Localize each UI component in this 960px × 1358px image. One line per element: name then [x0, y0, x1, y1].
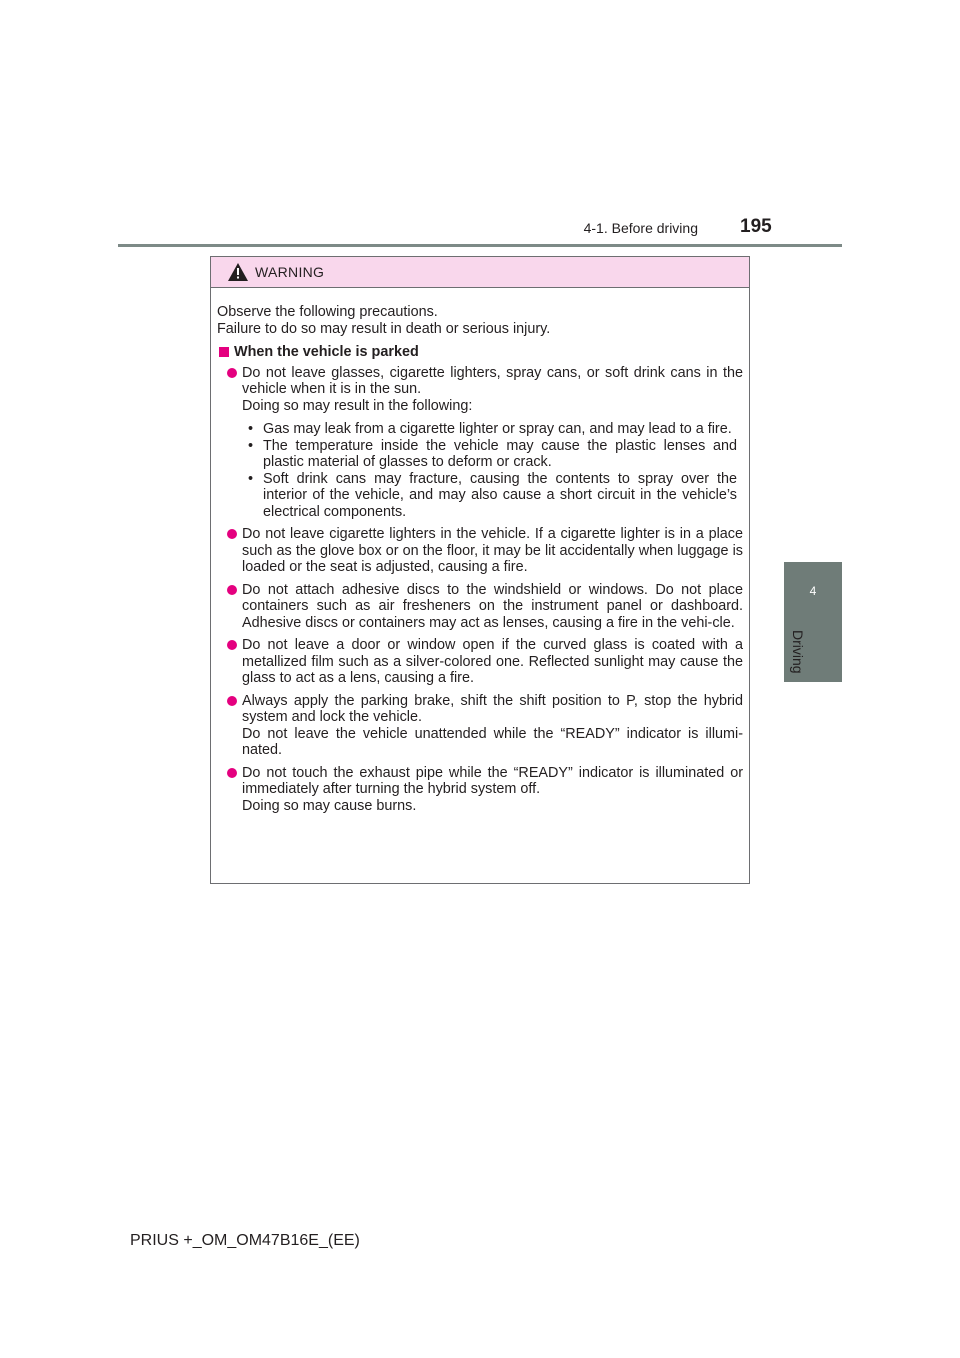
warning-item — [217, 365, 743, 521]
warning-item-text: Do not leave the vehicle unattended while the “READY” indicator is illumi-nated. — [242, 725, 743, 758]
circle-bullet-icon — [227, 640, 237, 650]
warning-header — [211, 257, 749, 288]
warning-item-text: Always apply the parking brake, shift the shift position to P, stop the hybrid system and lock the vehicle. — [242, 692, 743, 725]
circle-bullet-icon — [227, 368, 237, 378]
warning-intro-line: Failure to do so may result in death or serious injury. — [217, 320, 551, 337]
warning-sub-item: • The temperature inside the vehicle may cause the plastic lenses and plastic material of glasses to deform or crack. — [248, 437, 737, 470]
page-number: 195 — [740, 216, 772, 237]
warning-sub-item-text: Gas may leak from a cigarette lighter or spray can, and may lead to a fire. — [263, 421, 732, 437]
warning-item — [217, 526, 743, 576]
circle-bullet-icon — [227, 696, 237, 706]
warning-item-text: Do not attach adhesive discs to the windshield or windows. Do not place containers such as air fresheners on the instrument panel or dashboard. Adhesive discs or containers may act as lenses, causing a fire in the vehi-cle. — [242, 581, 743, 631]
circle-bullet-icon — [227, 585, 237, 595]
circle-bullet-icon — [227, 529, 237, 539]
chapter-tab-number: 4 — [784, 562, 842, 620]
warning-item-text: Doing so may result in the following: — [242, 397, 473, 414]
warning-item — [217, 765, 743, 815]
warning-item-text: Doing so may cause burns. — [242, 797, 417, 814]
warning-sub-item: • Gas may leak from a cigarette lighter or spray can, and may lead to a fire. — [248, 421, 732, 437]
warning-title: WARNING — [255, 264, 325, 280]
warning-item-text: Do not leave glasses, cigarette lighters, spray cans, or soft drink cans in the vehicle when it is in the sun. — [242, 364, 743, 397]
section-title: 4-1. Before driving — [583, 220, 698, 236]
warning-body — [211, 288, 749, 814]
warning-item — [217, 582, 743, 632]
circle-bullet-icon — [227, 768, 237, 778]
warning-sub-list — [242, 421, 743, 520]
warning-triangle-icon — [228, 263, 248, 281]
warning-item — [217, 693, 743, 759]
document-code: PRIUS +_OM_OM47B16E_(EE) — [130, 1232, 360, 1249]
warning-section-title: When the vehicle is parked — [234, 344, 419, 360]
warning-item-text: Do not leave cigarette lighters in the vehicle. If a cigarette lighter is in a place such as the glove box or on the floor, it may be lit accidentally when luggage is loaded or the seat is adjusted, causing a fire. — [242, 526, 743, 575]
warning-item-text: Do not touch the exhaust pipe while the “READY” indicator is illuminated or immediately after turning the hybrid system off. — [242, 764, 743, 797]
warning-sub-item-text: Soft drink cans may fracture, causing the contents to spray over the interior of the vehicle, and may also cause a short circuit in the vehicle’s electrical components. — [263, 470, 737, 520]
warning-box — [210, 256, 750, 884]
warning-section-heading — [217, 344, 743, 361]
square-bullet-icon — [219, 347, 229, 357]
warning-sub-item-text: The temperature inside the vehicle may cause the plastic lenses and plastic material of glasses to deform or crack. — [263, 437, 737, 470]
warning-sub-item: • Soft drink cans may fracture, causing the contents to spray over the interior of the vehicle, and may also cause a short circuit in the vehicle’s electrical components. — [248, 470, 737, 520]
warning-item-text: Do not leave a door or window open if the curved glass is coated with a metallized film such as a silver-colored one. Reflected sunlight may cause the glass to act as a lens, causing a fire. — [242, 637, 743, 686]
chapter-tab-label: Driving — [790, 630, 806, 674]
warning-item — [217, 637, 743, 687]
warning-intro-line: Observe the following precautions. — [217, 304, 438, 320]
header-divider — [118, 244, 842, 247]
